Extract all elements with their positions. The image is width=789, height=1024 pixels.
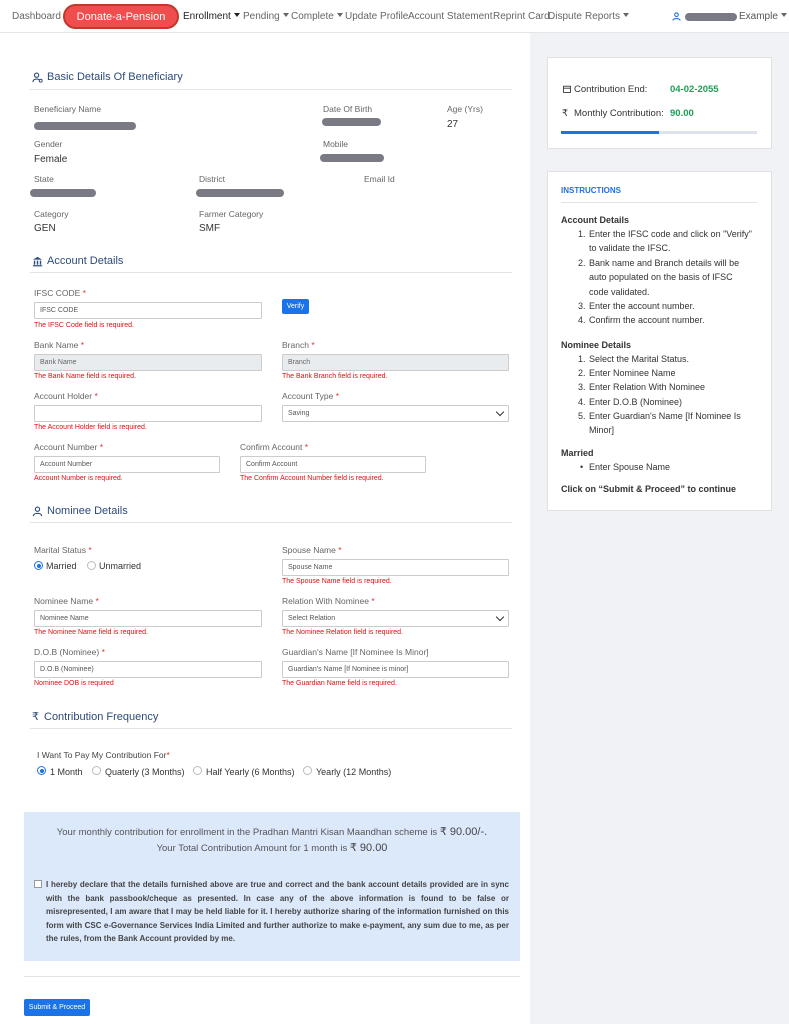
divider: [30, 728, 512, 729]
district-label: District: [199, 174, 225, 184]
guardian-name-error: The Guardian Name field is required.: [282, 680, 397, 687]
nav-dispute[interactable]: Dispute: [548, 11, 582, 22]
radio-quarterly[interactable]: [92, 766, 101, 775]
instruction-item: Enter the IFSC code and click on "Verify" to validate the IFSC.: [589, 229, 752, 254]
instruction-item: Enter Relation With Nominee: [589, 382, 706, 392]
nav-enrollment[interactable]: Enrollment: [183, 11, 240, 22]
relation-select[interactable]: Select Relation: [282, 610, 509, 627]
divider: [561, 202, 757, 203]
instructions-title: INSTRUCTIONS: [561, 186, 621, 195]
account-number-input[interactable]: Account Number: [34, 456, 220, 473]
confirm-account-input[interactable]: Confirm Account: [240, 456, 426, 473]
account-type-select[interactable]: Saving: [282, 405, 509, 422]
age-label: Age (Yrs): [447, 104, 483, 114]
account-type-label: Account Type *: [282, 391, 340, 401]
gender-label: Gender: [34, 139, 63, 149]
instruction-item: Enter the account number.: [589, 301, 695, 311]
instruction-item: Enter D.O.B (Nominee): [589, 397, 683, 407]
chevron-down-icon: [283, 13, 289, 17]
nominee-dob-input[interactable]: D.O.B (Nominee): [34, 661, 262, 678]
contribution-question: I Want To Pay My Contribution For*: [37, 750, 170, 760]
rupee-icon: ₹: [562, 108, 569, 119]
total-contribution-text: Your Total Contribution Amount for 1 month is ₹ 90.00: [156, 842, 388, 854]
instruction-item: Bank name and Branch details will be auto populated on the basis of IFSC code validated.: [589, 258, 740, 297]
category-label: Category: [34, 209, 69, 219]
basic-details-heading: Basic Details Of Beneficiary: [32, 71, 183, 83]
chevron-down-icon: [337, 13, 343, 17]
unmarried-label: Unmarried: [99, 561, 142, 571]
bank-name-input: Bank Name: [34, 354, 262, 371]
divider: [30, 89, 512, 90]
confirm-account-label: Confirm Account *: [240, 442, 309, 452]
instruction-item: Select the Marital Status.: [589, 354, 690, 364]
ifsc-label: IFSC CODE *: [34, 288, 86, 298]
chevron-down-icon: [496, 408, 504, 416]
gender-value: Female: [34, 154, 68, 165]
instructions-nominee-title: Nominee Details: [561, 340, 632, 350]
account-details-heading: Account Details: [32, 255, 123, 267]
monthly-contribution-value: 90.00: [670, 108, 694, 119]
instructions-footer: Click on “Submit & Proceed” to continue: [561, 484, 737, 494]
nominee-name-input[interactable]: Nominee Name: [34, 610, 262, 627]
branch-error: The Bank Branch field is required.: [282, 373, 388, 380]
chevron-down-icon: [496, 613, 504, 621]
user-icon: [672, 12, 681, 21]
label-yearly: Yearly (12 Months): [316, 767, 392, 777]
radio-yearly[interactable]: [303, 766, 312, 775]
nav-account-statement[interactable]: Account Statement: [408, 11, 493, 22]
calendar-icon: [563, 85, 571, 93]
nav-reprint-card[interactable]: Reprint Card: [493, 11, 550, 22]
instructions-married-title: Married: [561, 448, 594, 458]
nav-reports[interactable]: Reports: [585, 11, 629, 22]
nominee-name-label: Nominee Name *: [34, 596, 99, 606]
farmer-category-value: SMF: [199, 223, 221, 234]
declaration-checkbox[interactable]: [34, 880, 42, 888]
branch-label: Branch *: [282, 340, 315, 350]
nominee-details-heading: Nominee Details: [32, 505, 128, 517]
confirm-account-error: The Confirm Account Number field is required.: [240, 475, 384, 482]
nominee-dob-error: Nominee DOB is required: [34, 680, 114, 687]
monthly-contribution-text: Your monthly contribution for enrollment in the Pradhan Mantri Kisan Maandhan scheme is ₹ 90.00/-.: [56, 826, 488, 838]
redacted-beneficiary-name: [34, 122, 136, 130]
donate-a-pension-button[interactable]: Donate-a-Pension: [63, 4, 179, 29]
unmarried-radio[interactable]: [87, 561, 96, 570]
married-radio[interactable]: [34, 561, 43, 570]
redacted-dob: [322, 118, 381, 126]
nav-pending[interactable]: Pending: [243, 11, 289, 22]
label-quarterly: Quaterly (3 Months): [105, 767, 185, 777]
contribution-end-label: Contribution End:: [574, 84, 648, 95]
farmer-category-label: Farmer Category: [199, 209, 264, 219]
monthly-contribution-label: Monthly Contribution:: [574, 108, 664, 119]
bank-icon: [32, 256, 43, 267]
nav-dashboard[interactable]: Dashboard: [12, 11, 61, 22]
spouse-name-label: Spouse Name *: [282, 545, 342, 555]
nominee-dob-label: D.O.B (Nominee) *: [34, 647, 105, 657]
instructions-panel: INSTRUCTIONS Account Details 1. Enter the IFSC code and click on "Verify" to validate the IFSC. 2. Bank name and Branch details will be auto populated on the basis of IFSC code validated. 3. Enter the account number. 4. Confirm the account number. Nominee Details 1. Select the Marital Status. 2. Enter Nominee Name 3. Enter Relation With Nominee 4. Enter D.O.B (Nominee) 5. Enter Guardian's Name [If Nominee Is Minor] Married • Enter Spouse Name Click on “Submit & Proceed” to continue: [547, 171, 772, 511]
instruction-item: Enter Nominee Name: [589, 368, 676, 378]
redacted-district: [196, 189, 284, 197]
rupee-icon: ₹: [32, 711, 39, 723]
chevron-down-icon: [781, 13, 787, 17]
submit-proceed-button[interactable]: Submit & Proceed: [24, 999, 90, 1016]
marital-status-label: Marital Status *: [34, 545, 92, 555]
instructions-account-title: Account Details: [561, 215, 630, 225]
radio-1-month[interactable]: [37, 766, 46, 775]
state-label: State: [34, 174, 54, 184]
divider: [24, 976, 520, 977]
nominee-name-error: The Nominee Name field is required.: [34, 629, 148, 636]
label-1-month: 1 Month: [50, 767, 83, 777]
nav-complete[interactable]: Complete: [291, 11, 343, 22]
contribution-info-panel: [547, 57, 772, 149]
verify-ifsc-button[interactable]: Verify: [282, 299, 309, 314]
age-value: 27: [447, 119, 459, 130]
ifsc-input[interactable]: IFSC CODE: [34, 302, 262, 319]
instruction-item: Confirm the account number.: [589, 315, 705, 325]
spouse-name-input[interactable]: Spouse Name: [282, 559, 509, 576]
spouse-name-error: The Spouse Name field is required.: [282, 578, 392, 585]
top-navbar: [0, 0, 789, 33]
divider: [30, 522, 512, 523]
guardian-name-label: Guardian's Name [If Nominee Is Minor]: [282, 647, 429, 657]
redacted-username: [685, 13, 737, 21]
instruction-item: Enter Spouse Name: [589, 462, 671, 472]
account-number-label: Account Number *: [34, 442, 103, 452]
redacted-mobile: [320, 154, 384, 162]
user-gear-icon: [32, 72, 43, 83]
progress-fill: [561, 131, 659, 134]
account-holder-error: The Account Holder field is required.: [34, 424, 147, 431]
chevron-down-icon: [234, 13, 240, 17]
nav-update-profile[interactable]: Update Profile: [345, 11, 409, 22]
radio-half-yearly[interactable]: [193, 766, 202, 775]
account-holder-input[interactable]: [34, 405, 262, 422]
bank-name-label: Bank Name *: [34, 340, 85, 350]
declaration-text: I hereby declare that the details furnished above are true and correct and the bank account details provided are in sync with the bank passbook/cheque as presented. In case any of the above information is found to be false or misrepresented, I am aware that I may be held liable for it. I hereby authorize sharing of the information furnished on this form with CSC e-Governance Services India Limited and further authorize to make e-payment, any sum due to me, as per the rules, from the Bank Account provided by me.: [46, 880, 509, 943]
instruction-item: Enter Guardian's Name [If Nominee Is Minor]: [589, 411, 741, 436]
relation-label: Relation With Nominee *: [282, 596, 375, 606]
category-value: GEN: [34, 223, 56, 234]
label-half-yearly: Half Yearly (6 Months): [206, 767, 295, 777]
user-menu[interactable]: Example: [739, 11, 787, 22]
contribution-end-value: 04-02-2055: [670, 84, 719, 95]
account-number-error: Account Number is required.: [34, 475, 123, 482]
redacted-state: [30, 189, 96, 197]
married-label: Married: [46, 561, 77, 571]
guardian-name-input[interactable]: Guardian's Name [If Nominee is minor]: [282, 661, 509, 678]
chevron-down-icon: [623, 13, 629, 17]
ifsc-error: The IFSC Code field is required.: [34, 322, 134, 329]
bank-name-error: The Bank Name field is required.: [34, 373, 136, 380]
divider: [30, 272, 512, 273]
user-icon: [32, 506, 43, 517]
relation-error: The Nominee Relation field is required.: [282, 629, 404, 636]
dob-label: Date Of Birth: [323, 104, 373, 114]
email-label: Email Id: [364, 174, 395, 184]
mobile-label: Mobile: [323, 139, 349, 149]
beneficiary-name-label: Beneficiary Name: [34, 104, 102, 114]
account-holder-label: Account Holder *: [34, 391, 98, 401]
contribution-frequency-heading: ₹ Contribution Frequency: [32, 710, 159, 723]
branch-input: Branch: [282, 354, 509, 371]
contribution-progress-bar: [561, 131, 757, 134]
